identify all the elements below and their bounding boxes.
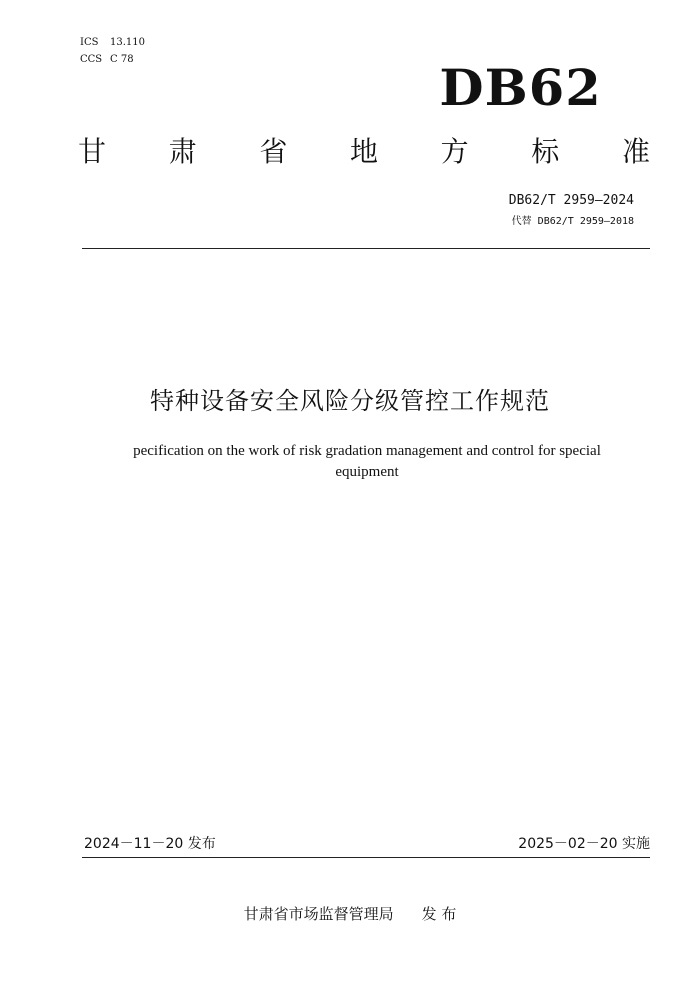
ccs-value: C 78 bbox=[110, 54, 134, 65]
standard-type-char: 肃 bbox=[168, 135, 197, 168]
standard-type-char: 方 bbox=[440, 135, 469, 168]
ics-row bbox=[80, 34, 145, 51]
ics-value: 13.110 bbox=[110, 37, 145, 48]
standard-type-char: 甘 bbox=[78, 135, 107, 168]
replaces-label: 代替 bbox=[511, 216, 532, 227]
ics-label: ICS bbox=[80, 37, 99, 48]
db62-logo: DB62 bbox=[439, 58, 602, 117]
standard-type-char: 地 bbox=[349, 135, 378, 168]
header-divider bbox=[82, 248, 650, 249]
replaces-note bbox=[512, 215, 634, 229]
issuer-line bbox=[0, 904, 700, 924]
ccs-row bbox=[80, 51, 145, 68]
implementation-date: 2025－02－20 实施 bbox=[518, 836, 650, 852]
document-title-en: pecification on the work of risk gradation management and control for special equipment bbox=[133, 443, 601, 480]
document-title-cn: 特种设备安全风险分级管控工作规范 bbox=[150, 387, 550, 415]
standard-type-heading bbox=[78, 132, 650, 172]
issuer-action: 发 布 bbox=[421, 905, 457, 923]
ccs-label: CCS bbox=[80, 54, 103, 65]
classification-codes bbox=[80, 34, 145, 68]
issue-date: 2024－11－20 发布 bbox=[84, 836, 216, 852]
replaces-number: DB62/T 2959—2018 bbox=[537, 216, 634, 227]
footer-divider bbox=[82, 857, 650, 858]
standard-type-char: 标 bbox=[531, 135, 560, 168]
standard-type-char: 省 bbox=[259, 135, 288, 168]
standard-number: DB62/T 2959—2024 bbox=[508, 193, 634, 208]
standard-type-char: 准 bbox=[621, 135, 650, 168]
issuer-name: 甘肃省市场监督管理局 bbox=[243, 905, 394, 923]
